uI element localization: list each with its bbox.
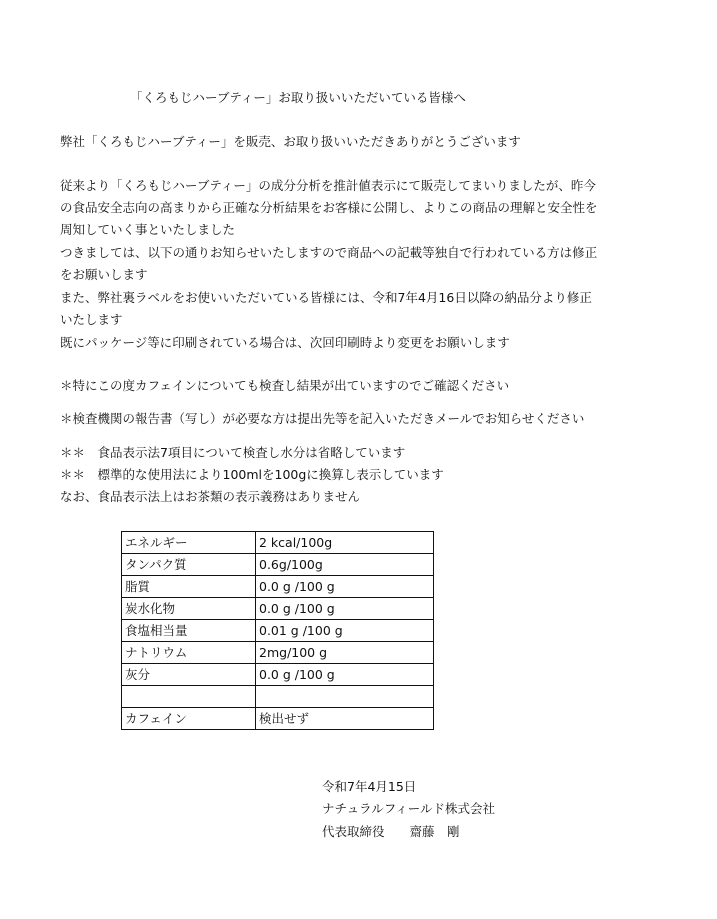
letter-heading: 「くろもじハーブティー」お取り扱いいただいている皆様へ bbox=[130, 90, 466, 105]
signature-date: 令和7年4月15日 bbox=[322, 779, 417, 794]
body-line: 従来より「くろもじハーブティー」の成分分析を推計値表示にて販売してまいりましたが、昨今 bbox=[60, 178, 596, 193]
nutrient-value: 0.6g/100g bbox=[256, 554, 434, 576]
nutrient-name bbox=[122, 686, 256, 708]
note-line: ＊特にこの度カフェインについても検査し結果が出ていますのでご確認ください bbox=[60, 378, 510, 393]
nutrient-name: 炭水化物 bbox=[122, 598, 256, 620]
table-row bbox=[122, 708, 434, 730]
body-line: 周知していく事といたしました bbox=[60, 222, 236, 237]
body-line: また、弊社裏ラベルをお使いいただいている皆様には、令和7年4月16日以降の納品分より修正 bbox=[60, 290, 592, 305]
nutrient-name: タンパク質 bbox=[122, 554, 256, 576]
nutrition-table bbox=[121, 531, 434, 730]
nutrient-value: 2 kcal/100g bbox=[256, 532, 434, 554]
nutrient-value bbox=[256, 686, 434, 708]
table-row bbox=[122, 686, 434, 708]
nutrient-value: 2mg/100 g bbox=[256, 642, 434, 664]
table-row bbox=[122, 532, 434, 554]
nutrient-name: カフェイン bbox=[122, 708, 256, 730]
table-row bbox=[122, 620, 434, 642]
signature-company: ナチュラルフィールド株式会社 bbox=[322, 801, 496, 816]
body-line: 既にパッケージ等に印刷されている場合は、次回印刷時より変更をお願いします bbox=[60, 335, 510, 350]
table-row bbox=[122, 576, 434, 598]
body-line: をお願いします bbox=[60, 267, 148, 282]
nutrient-value: 0.0 g /100 g bbox=[256, 576, 434, 598]
nutrient-name: ナトリウム bbox=[122, 642, 256, 664]
body-line: いたします bbox=[60, 312, 123, 327]
footnote-line: ＊＊ 食品表示法7項目について検査し水分は省略しています bbox=[60, 445, 406, 460]
signature-representative: 代表取締役 齋藤 剛 bbox=[322, 824, 460, 839]
nutrient-name: 食塩相当量 bbox=[122, 620, 256, 642]
table-row bbox=[122, 554, 434, 576]
body-line: の食品安全志向の高まりから正確な分析結果をお客様に公開し、よりこの商品の理解と安全性を bbox=[60, 200, 598, 215]
nutrient-value: 0.0 g /100 g bbox=[256, 598, 434, 620]
nutrient-name: エネルギー bbox=[122, 532, 256, 554]
nutrient-value: 0.01 g /100 g bbox=[256, 620, 434, 642]
footnote-line: ＊＊ 標準的な使用法により100mlを100gに換算し表示しています bbox=[60, 467, 444, 482]
note-line: ＊検査機関の報告書（写し）が必要な方は提出先等を記入いただきメールでお知らせください bbox=[60, 411, 585, 426]
footnote-line: なお、食品表示法上はお茶類の表示義務はありません bbox=[60, 489, 361, 504]
nutrient-name: 脂質 bbox=[122, 576, 256, 598]
thanks-line: 弊社「くろもじハーブティー」を販売、お取り扱いいただきありがとうございます bbox=[60, 134, 521, 149]
nutrient-name: 灰分 bbox=[122, 664, 256, 686]
nutrient-value: 0.0 g /100 g bbox=[256, 664, 434, 686]
body-line: つきましては、以下の通りお知らせいたしますので商品への記載等独自で行われている方は修正 bbox=[60, 245, 598, 260]
table-row bbox=[122, 664, 434, 686]
table-row bbox=[122, 598, 434, 620]
table-row bbox=[122, 642, 434, 664]
nutrient-value: 検出せず bbox=[256, 708, 434, 730]
